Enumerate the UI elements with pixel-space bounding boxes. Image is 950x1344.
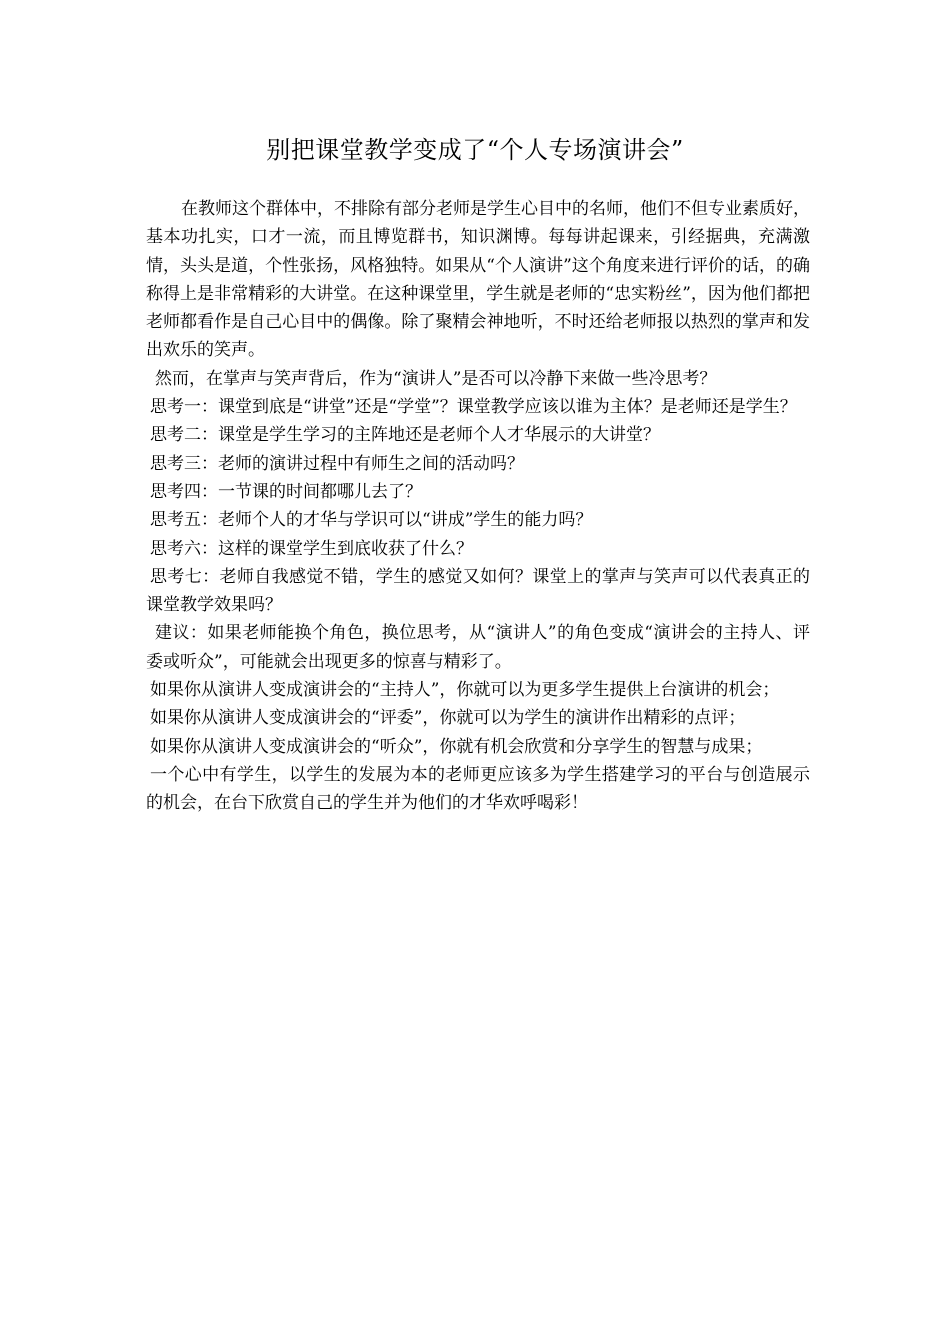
paragraph-judge: 如果你从演讲人变成演讲会的“评委”，你就可以为学生的演讲作出精彩的点评； xyxy=(150,708,746,729)
document-body xyxy=(146,195,810,818)
paragraph-thought-4: 思考四：一节课的时间都哪儿去了？ xyxy=(150,481,422,502)
paragraph-host: 如果你从演讲人变成演讲会的“主持人”，你就可以为更多学生提供上台演讲的机会； xyxy=(150,680,780,701)
paragraph-thought-5: 思考五：老师个人的才华与学识可以“讲成”学生的能力吗？ xyxy=(150,510,593,531)
paragraph-however: 然而，在掌声与笑声背后，作为“演讲人”是否可以冷静下来做一些冷思考？ xyxy=(155,368,717,389)
paragraph-thought-6: 思考六：这样的课堂学生到底收获了什么？ xyxy=(150,538,473,559)
paragraph-thought-2: 思考二：课堂是学生学习的主阵地还是老师个人才华展示的大讲堂？ xyxy=(150,425,660,446)
paragraph-thought-3: 思考三：老师的演讲过程中有师生之间的活动吗？ xyxy=(150,453,524,474)
paragraph-conclusion: 一个心中有学生，以学生的发展为本的老师更应该多为学生搭建学习的平台与创造展示的机会，在台下欣赏自己的学生并为他们的才华欢呼喝彩！ xyxy=(146,764,810,814)
paragraph-intro: 在教师这个群体中，不排除有部分老师是学生心目中的名师，他们不但专业素质好，基本功扎实，口才一流，而且博览群书，知识渊博。每每讲起课来，引经据典，充满激情，头头是道，个性张扬，风格独特。如果从“个人演讲”这个角度来进行评价的话，的确称得上是非常精彩的大讲堂。在这种课堂里，学生就是老师的“忠实粉丝”，因为他们都把老师都看作是自己心目中的偶像。除了聚精会神地听，不时还给老师报以热烈的掌声和发出欢乐的笑声。 xyxy=(146,199,810,361)
document-title: 别把课堂教学变成了“个人专场演讲会” xyxy=(266,136,684,164)
paragraph-audience: 如果你从演讲人变成演讲会的“听众”，你就有机会欣赏和分享学生的智慧与成果； xyxy=(150,736,763,757)
paragraph-thought-1: 思考一：课堂到底是“讲堂”还是“学堂”？课堂教学应该以谁为主体？是老师还是学生？ xyxy=(150,397,797,418)
paragraph-suggestion: 建议：如果老师能换个角色，换位思考，从“演讲人”的角色变成“演讲会的主持人、评委或听众”，可能就会出现更多的惊喜与精彩了。 xyxy=(146,623,810,672)
paragraph-thought-7: 思考七：老师自我感觉不错，学生的感觉又如何？课堂上的掌声与笑声可以代表真正的课堂教学效果吗？ xyxy=(146,566,810,616)
